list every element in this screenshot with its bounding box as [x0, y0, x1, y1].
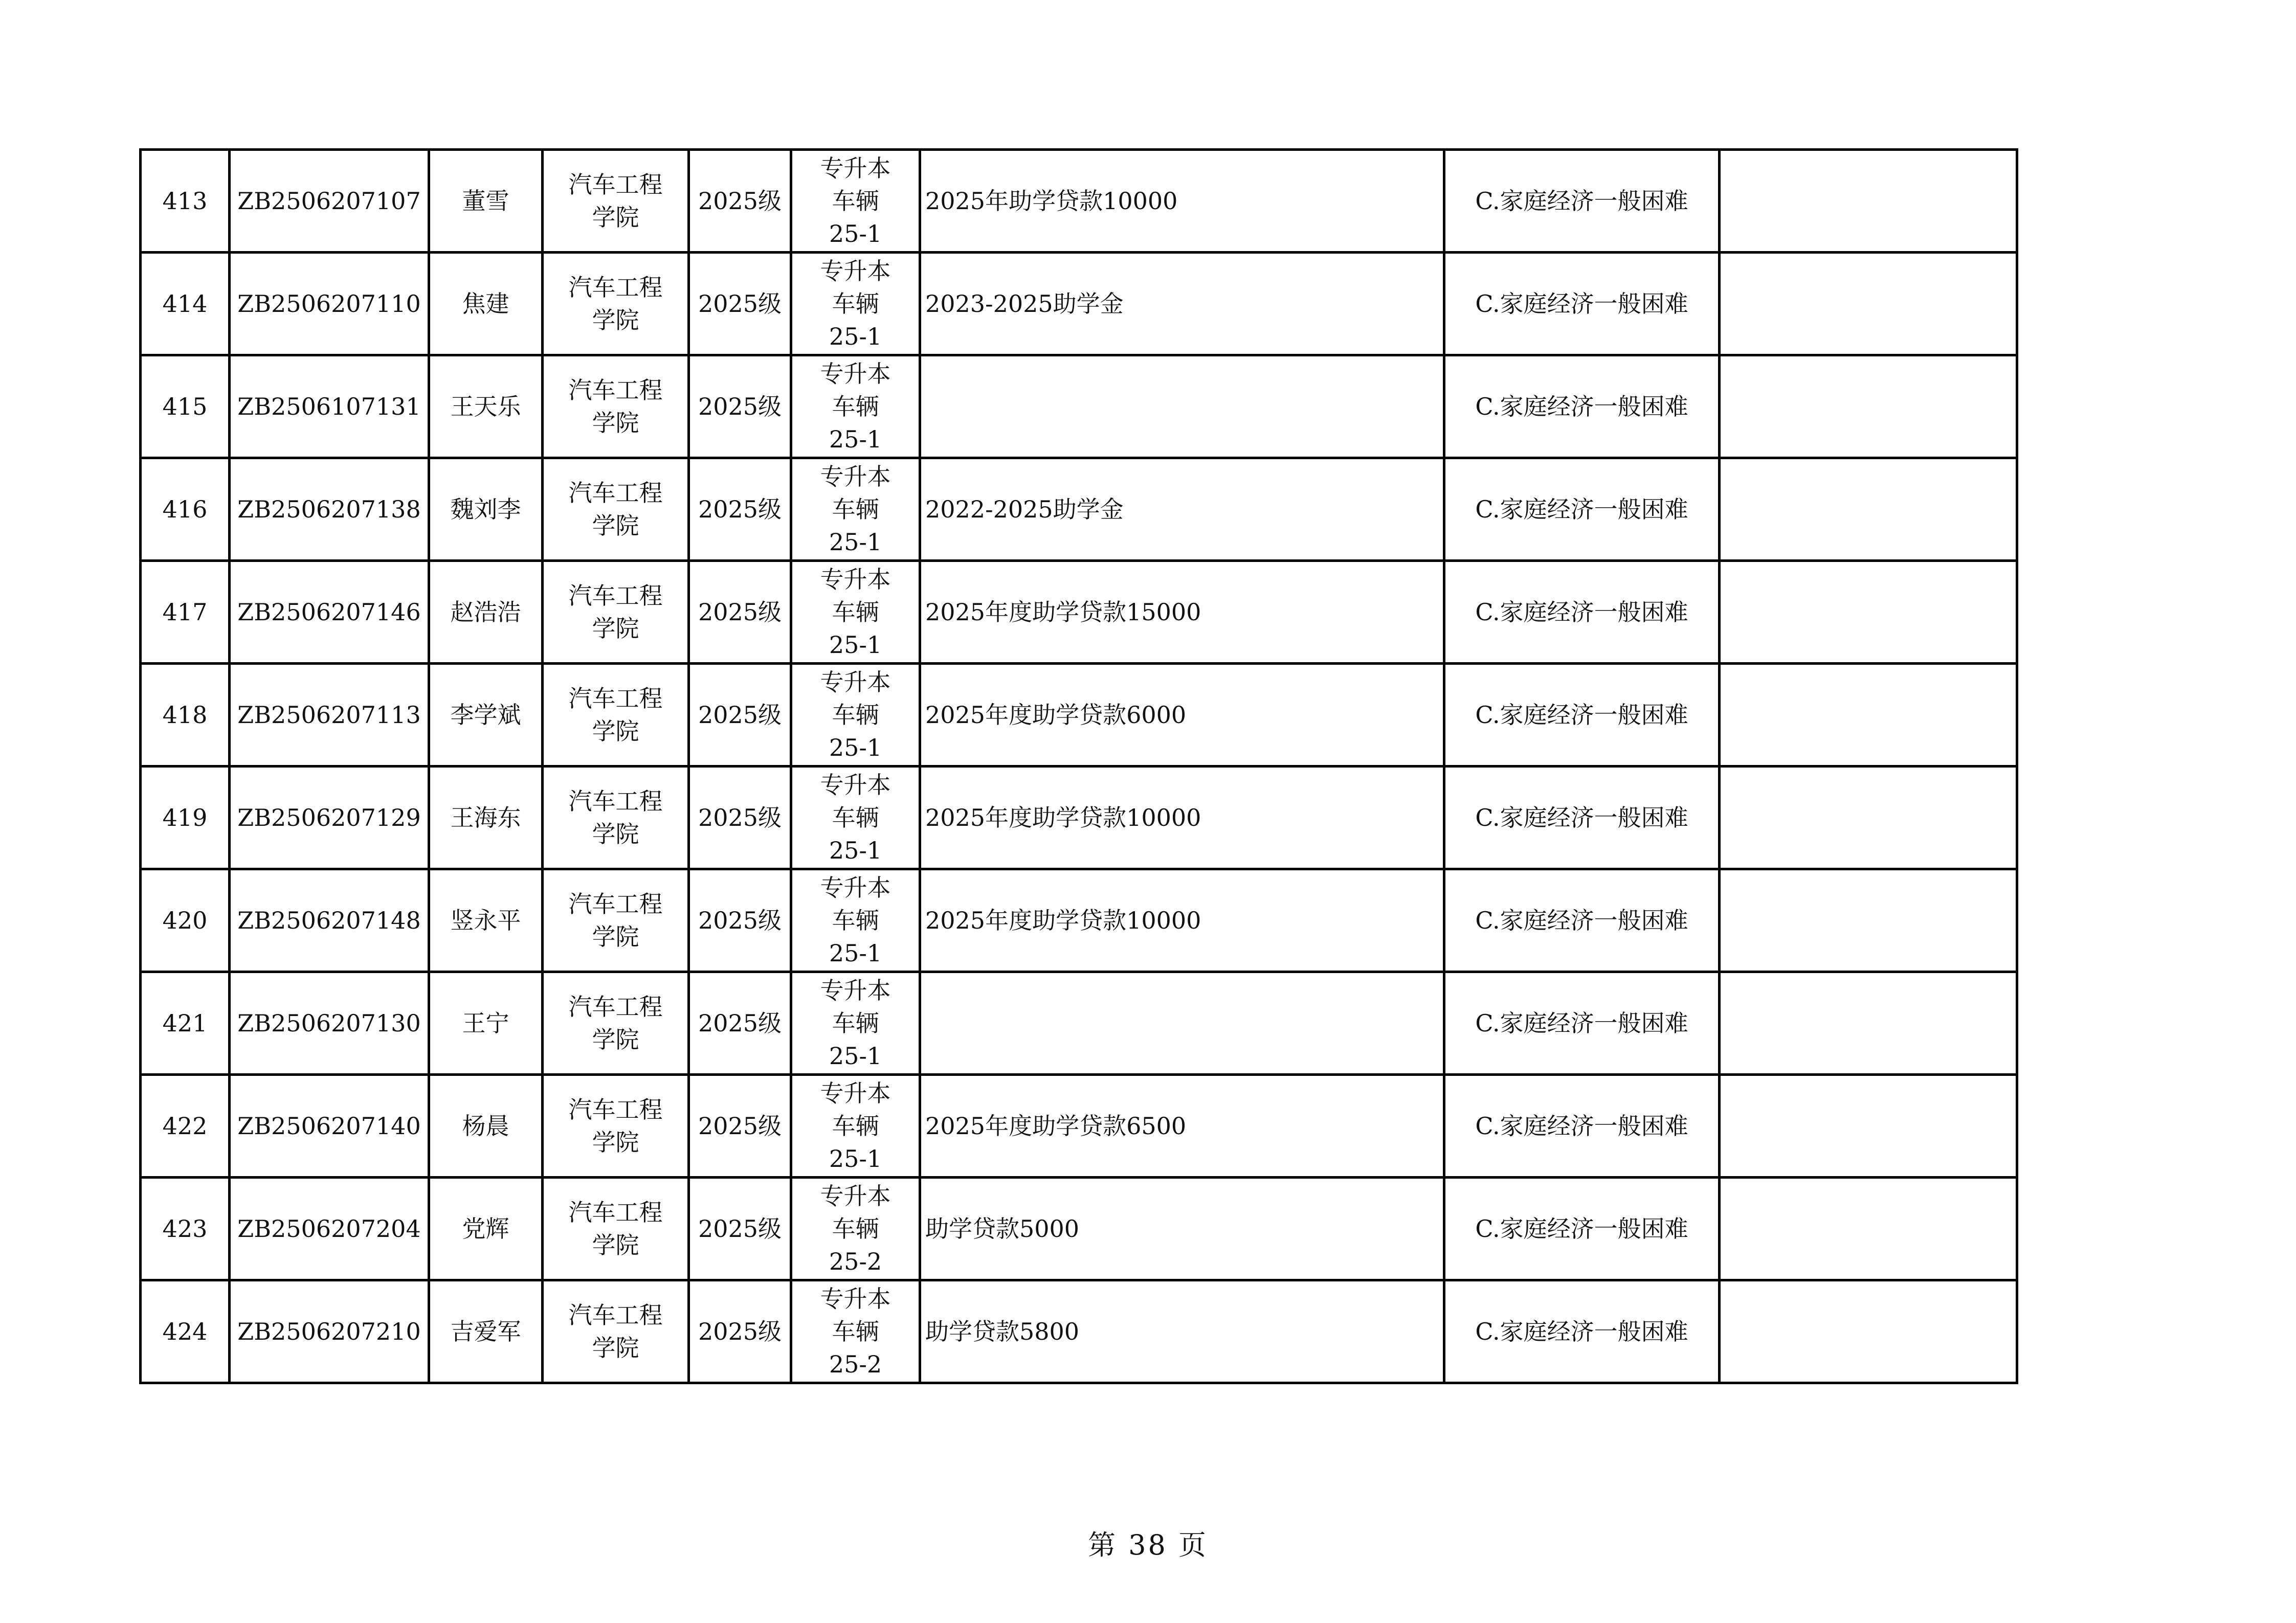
grade-cell: 2025级 — [689, 972, 791, 1075]
aid-history-cell: 2025年度助学贷款10000 — [920, 869, 1444, 972]
remark-cell — [1720, 972, 2017, 1075]
student-id-cell: ZB2506207148 — [230, 869, 429, 972]
student-name-cell: 魏刘李 — [429, 458, 543, 561]
college-cell-line: 学院 — [592, 1129, 639, 1156]
college-cell-line: 汽车工程 — [568, 1199, 663, 1226]
class-cell — [791, 1178, 920, 1280]
college-cell — [543, 253, 689, 355]
college-cell-line: 学院 — [592, 306, 639, 334]
college-cell-line: 学院 — [592, 409, 639, 437]
row-number-cell: 414 — [141, 253, 230, 355]
grade-cell: 2025级 — [689, 253, 791, 355]
college-cell-line: 汽车工程 — [568, 274, 663, 301]
class-cell-line: 25-1 — [829, 220, 882, 247]
class-cell — [791, 1075, 920, 1178]
remark-cell — [1720, 664, 2017, 767]
remark-cell — [1720, 150, 2017, 253]
college-cell — [543, 150, 689, 253]
college-cell — [543, 972, 689, 1075]
row-number-cell: 415 — [141, 355, 230, 458]
grade-cell: 2025级 — [689, 458, 791, 561]
table-row — [141, 355, 2017, 458]
class-cell-line: 25-1 — [829, 734, 882, 761]
student-id-cell: ZB2506207113 — [230, 664, 429, 767]
grade-cell: 2025级 — [689, 150, 791, 253]
college-cell-line: 汽车工程 — [568, 1301, 663, 1329]
college-cell — [543, 1075, 689, 1178]
student-name-cell: 杨晨 — [429, 1075, 543, 1178]
student-id-cell: ZB2506207210 — [230, 1280, 429, 1383]
college-cell-line: 学院 — [592, 717, 639, 745]
remark-cell — [1720, 355, 2017, 458]
difficulty-level-cell: C.家庭经济一般困难 — [1444, 869, 1720, 972]
difficulty-level-cell: C.家庭经济一般困难 — [1444, 972, 1720, 1075]
class-cell — [791, 972, 920, 1075]
college-cell-line: 学院 — [592, 923, 639, 951]
college-cell — [543, 869, 689, 972]
aid-history-cell: 2022-2025助学金 — [920, 458, 1444, 561]
aid-history-cell — [920, 972, 1444, 1075]
student-name-cell: 竖永平 — [429, 869, 543, 972]
class-cell-line: 25-1 — [829, 528, 882, 556]
class-cell — [791, 767, 920, 869]
student-name-cell: 王宁 — [429, 972, 543, 1075]
grade-cell: 2025级 — [689, 1280, 791, 1383]
student-id-cell: ZB2506207130 — [230, 972, 429, 1075]
student-name-cell: 李学斌 — [429, 664, 543, 767]
row-number-cell: 424 — [141, 1280, 230, 1383]
remark-cell — [1720, 1178, 2017, 1280]
row-number-cell: 421 — [141, 972, 230, 1075]
student-id-cell: ZB2506207138 — [230, 458, 429, 561]
class-cell-line: 专升本 — [820, 874, 891, 901]
remark-cell — [1720, 561, 2017, 664]
aid-history-cell: 2025年度助学贷款6000 — [920, 664, 1444, 767]
remark-cell — [1720, 1075, 2017, 1178]
aid-history-cell: 助学贷款5000 — [920, 1178, 1444, 1280]
class-cell-line: 25-1 — [829, 323, 882, 350]
college-cell-line: 学院 — [592, 820, 639, 848]
class-cell — [791, 664, 920, 767]
student-id-cell: ZB2506207140 — [230, 1075, 429, 1178]
table-row — [141, 1178, 2017, 1280]
college-cell-line: 汽车工程 — [568, 582, 663, 610]
difficulty-level-cell: C.家庭经济一般困难 — [1444, 253, 1720, 355]
table-row — [141, 664, 2017, 767]
college-cell-line: 汽车工程 — [568, 479, 663, 507]
student-id-cell: ZB2506107131 — [230, 355, 429, 458]
college-cell-line: 汽车工程 — [568, 685, 663, 712]
college-cell-line: 学院 — [592, 1334, 639, 1362]
class-cell-line: 25-2 — [829, 1248, 882, 1275]
aid-history-cell: 2025年助学贷款10000 — [920, 150, 1444, 253]
class-cell-line: 专升本 — [820, 257, 891, 285]
difficulty-level-cell: C.家庭经济一般困难 — [1444, 767, 1720, 869]
class-cell-line: 车辆 — [832, 701, 879, 729]
college-cell-line: 学院 — [592, 512, 639, 539]
row-number-cell: 423 — [141, 1178, 230, 1280]
student-id-cell: ZB2506207204 — [230, 1178, 429, 1280]
grade-cell: 2025级 — [689, 561, 791, 664]
class-cell-line: 25-1 — [829, 631, 882, 659]
remark-cell — [1720, 1280, 2017, 1383]
table-row — [141, 561, 2017, 664]
class-cell-line: 车辆 — [832, 495, 879, 523]
student-name-cell: 董雪 — [429, 150, 543, 253]
difficulty-level-cell: C.家庭经济一般困难 — [1444, 561, 1720, 664]
class-cell-line: 车辆 — [832, 187, 879, 215]
remark-cell — [1720, 458, 2017, 561]
class-cell-line: 专升本 — [820, 566, 891, 593]
college-cell-line: 汽车工程 — [568, 1096, 663, 1123]
class-cell-line: 车辆 — [832, 804, 879, 831]
page-number: 第 38 页 — [1087, 1529, 1209, 1561]
college-cell — [543, 1178, 689, 1280]
difficulty-level-cell: C.家庭经济一般困难 — [1444, 355, 1720, 458]
class-cell-line: 专升本 — [820, 977, 891, 1004]
student-name-cell: 吉爱军 — [429, 1280, 543, 1383]
row-number-cell: 419 — [141, 767, 230, 869]
row-number-cell: 418 — [141, 664, 230, 767]
row-number-cell: 422 — [141, 1075, 230, 1178]
grade-cell: 2025级 — [689, 767, 791, 869]
class-cell-line: 车辆 — [832, 598, 879, 626]
table-row — [141, 253, 2017, 355]
class-cell-line: 专升本 — [820, 668, 891, 696]
class-cell-line: 专升本 — [820, 463, 891, 490]
row-number-cell: 413 — [141, 150, 230, 253]
college-cell-line: 汽车工程 — [568, 376, 663, 404]
table-row — [141, 150, 2017, 253]
student-id-cell: ZB2506207110 — [230, 253, 429, 355]
student-name-cell: 赵浩浩 — [429, 561, 543, 664]
difficulty-level-cell: C.家庭经济一般困难 — [1444, 1075, 1720, 1178]
student-id-cell: ZB2506207129 — [230, 767, 429, 869]
remark-cell — [1720, 869, 2017, 972]
class-cell-line: 专升本 — [820, 771, 891, 799]
class-cell-line: 车辆 — [832, 1009, 879, 1037]
class-cell-line: 25-1 — [829, 939, 882, 967]
college-cell — [543, 355, 689, 458]
grade-cell: 2025级 — [689, 355, 791, 458]
class-cell — [791, 1280, 920, 1383]
remark-cell — [1720, 253, 2017, 355]
table-row — [141, 1280, 2017, 1383]
college-cell-line: 学院 — [592, 1026, 639, 1053]
grade-cell: 2025级 — [689, 1178, 791, 1280]
college-cell-line: 汽车工程 — [568, 890, 663, 918]
class-cell — [791, 355, 920, 458]
difficulty-level-cell: C.家庭经济一般困难 — [1444, 458, 1720, 561]
college-cell — [543, 561, 689, 664]
class-cell — [791, 869, 920, 972]
class-cell-line: 车辆 — [832, 290, 879, 318]
grade-cell: 2025级 — [689, 664, 791, 767]
table-body — [141, 150, 2017, 1383]
class-cell-line: 25-1 — [829, 837, 882, 864]
student-id-cell: ZB2506207107 — [230, 150, 429, 253]
class-cell-line: 25-2 — [829, 1350, 882, 1378]
difficulty-level-cell: C.家庭经济一般困难 — [1444, 1280, 1720, 1383]
college-cell — [543, 767, 689, 869]
college-cell — [543, 664, 689, 767]
class-cell-line: 25-1 — [829, 425, 882, 453]
class-cell-line: 25-1 — [829, 1042, 882, 1070]
student-name-cell: 王天乐 — [429, 355, 543, 458]
class-cell — [791, 150, 920, 253]
class-cell-line: 车辆 — [832, 393, 879, 420]
grade-cell: 2025级 — [689, 1075, 791, 1178]
college-cell — [543, 1280, 689, 1383]
class-cell-line: 25-1 — [829, 1145, 882, 1173]
college-cell-line: 学院 — [592, 204, 639, 231]
row-number-cell: 416 — [141, 458, 230, 561]
college-cell — [543, 458, 689, 561]
class-cell-line: 车辆 — [832, 1318, 879, 1345]
aid-history-cell — [920, 355, 1444, 458]
student-id-cell: ZB2506207146 — [230, 561, 429, 664]
class-cell-line: 专升本 — [820, 1079, 891, 1107]
student-name-cell: 王海东 — [429, 767, 543, 869]
remark-cell — [1720, 767, 2017, 869]
student-name-cell: 党辉 — [429, 1178, 543, 1280]
class-cell-line: 车辆 — [832, 1112, 879, 1140]
table-row — [141, 972, 2017, 1075]
college-cell-line: 汽车工程 — [568, 787, 663, 815]
aid-history-cell: 2025年度助学贷款10000 — [920, 767, 1444, 869]
student-aid-table — [139, 148, 2018, 1384]
aid-history-cell: 2023-2025助学金 — [920, 253, 1444, 355]
student-name-cell: 焦建 — [429, 253, 543, 355]
class-cell-line: 专升本 — [820, 154, 891, 182]
class-cell-line: 专升本 — [820, 1285, 891, 1313]
table-row — [141, 1075, 2017, 1178]
class-cell — [791, 458, 920, 561]
table-row — [141, 458, 2017, 561]
class-cell — [791, 561, 920, 664]
difficulty-level-cell: C.家庭经济一般困难 — [1444, 664, 1720, 767]
table-row — [141, 767, 2017, 869]
class-cell-line: 车辆 — [832, 1215, 879, 1243]
class-cell — [791, 253, 920, 355]
college-cell-line: 学院 — [592, 1231, 639, 1259]
aid-history-cell: 助学贷款5800 — [920, 1280, 1444, 1383]
row-number-cell: 417 — [141, 561, 230, 664]
college-cell-line: 汽车工程 — [568, 993, 663, 1021]
row-number-cell: 420 — [141, 869, 230, 972]
table-row — [141, 869, 2017, 972]
college-cell-line: 汽车工程 — [568, 171, 663, 198]
difficulty-level-cell: C.家庭经济一般困难 — [1444, 1178, 1720, 1280]
class-cell-line: 专升本 — [820, 360, 891, 388]
difficulty-level-cell: C.家庭经济一般困难 — [1444, 150, 1720, 253]
aid-history-cell: 2025年度助学贷款6500 — [920, 1075, 1444, 1178]
college-cell-line: 学院 — [592, 615, 639, 642]
class-cell-line: 专升本 — [820, 1182, 891, 1210]
class-cell-line: 车辆 — [832, 907, 879, 934]
grade-cell: 2025级 — [689, 869, 791, 972]
aid-history-cell: 2025年度助学贷款15000 — [920, 561, 1444, 664]
